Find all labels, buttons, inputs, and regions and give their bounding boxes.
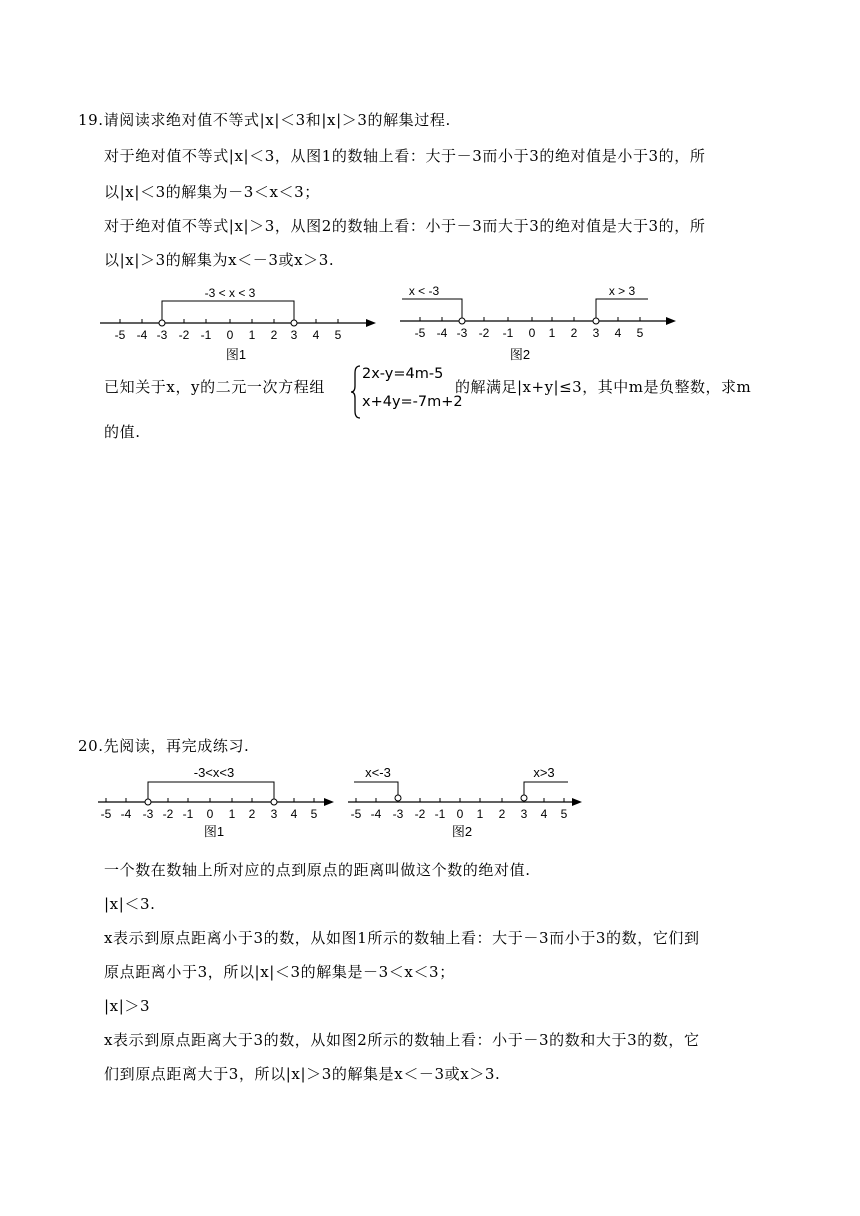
q19-para1-line2: 以|x|＜3的解集为－3＜x＜3； xyxy=(104,183,320,201)
q19-figure-1 xyxy=(98,282,383,372)
left-brace-icon xyxy=(350,364,362,420)
tick-label: 1 xyxy=(228,807,236,821)
equation-system xyxy=(350,364,463,420)
tick-label: 2 xyxy=(248,807,256,821)
q20-figure-2 xyxy=(346,762,591,846)
tick-label: 1 xyxy=(548,326,556,340)
tick-label: 1 xyxy=(248,328,256,342)
figure-caption: 图2 xyxy=(451,824,473,839)
tick-label: 4 xyxy=(312,328,320,342)
tick-label: -4 xyxy=(436,326,448,340)
tick-label: -1 xyxy=(434,807,446,821)
tick-label: -3 xyxy=(142,807,154,821)
tick-label: -1 xyxy=(502,326,514,340)
q20-title: 20.先阅读，再完成练习. xyxy=(78,737,250,755)
q19-para2-line1: 对于绝对值不等式|x|＞3，从图2的数轴上看：小于－3而大于3的绝对值是大于3的，所 xyxy=(104,217,706,235)
tick-label: -5 xyxy=(100,807,112,821)
equation-2: x+4y=-7m+2 xyxy=(362,394,463,410)
q19-para2-line2: 以|x|＞3的解集为x＜－3或x＞3. xyxy=(104,251,335,269)
q20-lt-heading: |x|＜3. xyxy=(104,895,156,913)
q20-gt-line2: 们到原点距离大于3，所以|x|＞3的解集是x＜－3或x＞3. xyxy=(104,1065,501,1083)
q20-gt-line1: x表示到原点距离大于3的数，从如图2所示的数轴上看：小于－3的数和大于3的数，它 xyxy=(104,1031,700,1049)
tick-label: 0 xyxy=(206,807,214,821)
q19-task-end: 的值. xyxy=(104,423,141,441)
tick-label: -4 xyxy=(120,807,132,821)
tick-label: -5 xyxy=(350,807,362,821)
right-interval-label: x>3 xyxy=(533,765,555,780)
tick-label: -4 xyxy=(136,328,148,342)
left-interval-label: x < -3 xyxy=(408,284,440,298)
tick-label: 2 xyxy=(270,328,278,342)
tick-label: 5 xyxy=(560,807,568,821)
q20-definition: 一个数在数轴上所对应的点到原点的距离叫做这个数的绝对值. xyxy=(104,861,531,879)
tick-label: -1 xyxy=(200,328,212,342)
tick-label: 5 xyxy=(636,326,644,340)
q19-task-prefix: 已知关于x，y的二元一次方程组 xyxy=(104,378,325,396)
left-interval-label: x<-3 xyxy=(365,765,391,780)
tick-label: -1 xyxy=(182,807,194,821)
tick-label: -3 xyxy=(156,328,168,342)
q20-lt-line2: 原点距离小于3，所以|x|＜3的解集是－3＜x＜3； xyxy=(104,963,455,981)
tick-label: -5 xyxy=(414,326,426,340)
tick-label: -3 xyxy=(456,326,468,340)
tick-label: -2 xyxy=(178,328,190,342)
figure-caption: 图1 xyxy=(225,347,247,362)
interval-label: -3<x<3 xyxy=(193,765,235,780)
tick-label: 3 xyxy=(290,328,298,342)
tick-label: 4 xyxy=(540,807,548,821)
q19-task-suffix: 的解满足|x+y|≤3，其中m是负整数，求m xyxy=(455,378,752,396)
figure-caption: 图1 xyxy=(203,824,225,839)
interval-label: -3 < x < 3 xyxy=(204,286,256,300)
tick-label: -3 xyxy=(392,807,404,821)
tick-label: -4 xyxy=(370,807,382,821)
tick-label: 4 xyxy=(614,326,622,340)
tick-label: 5 xyxy=(310,807,318,821)
tick-label: 3 xyxy=(592,326,600,340)
tick-label: -2 xyxy=(162,807,174,821)
tick-label: 4 xyxy=(290,807,298,821)
tick-label: 5 xyxy=(334,328,342,342)
q19-para1-line1: 对于绝对值不等式|x|＜3，从图1的数轴上看：大于－3而小于3的绝对值是小于3的，所 xyxy=(104,147,706,165)
tick-label: -2 xyxy=(478,326,490,340)
tick-label: 0 xyxy=(528,326,536,340)
tick-label: -2 xyxy=(414,807,426,821)
q20-gt-heading: |x|＞3 xyxy=(104,997,151,1015)
tick-label: 0 xyxy=(456,807,464,821)
equation-1: 2x-y=4m-5 xyxy=(362,366,444,382)
tick-label: 3 xyxy=(270,807,278,821)
right-interval-label: x > 3 xyxy=(608,284,636,298)
q19-title: 19.请阅读求绝对值不等式|x|＜3和|x|＞3的解集过程. xyxy=(78,111,451,129)
q20-lt-line1: x表示到原点距离小于3的数，从如图1所示的数轴上看：大于－3而小于3的数，它们到 xyxy=(104,929,700,947)
tick-label: 0 xyxy=(226,328,234,342)
figure-caption: 图2 xyxy=(509,347,531,362)
tick-label: 1 xyxy=(476,807,484,821)
tick-label: 3 xyxy=(520,807,528,821)
q20-figure-1 xyxy=(96,762,346,846)
tick-label: 2 xyxy=(498,807,506,821)
q19-figure-2 xyxy=(398,282,683,372)
tick-label: -5 xyxy=(114,328,126,342)
tick-label: 2 xyxy=(570,326,578,340)
